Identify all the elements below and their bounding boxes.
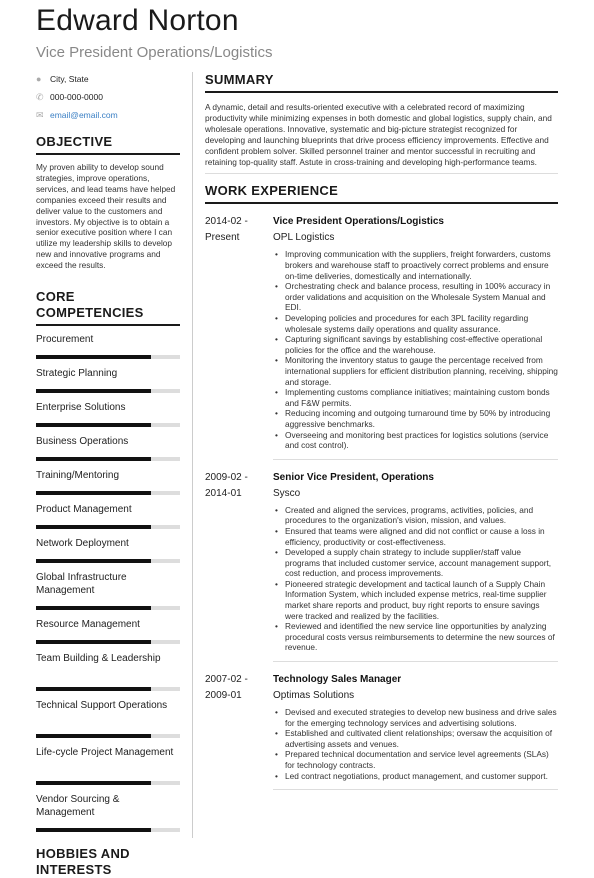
job-details [273, 672, 558, 790]
competency-level-fill [36, 606, 151, 610]
summary-section [205, 72, 558, 174]
competency-level-bar [36, 640, 180, 644]
job-bullet: • Monitoring the inventory status to gauge the percentage received from international suppliers for efficient distribution planning, receiving, shipping and storage. [273, 355, 558, 387]
contact-info [36, 70, 180, 124]
resume-header [36, 4, 273, 62]
job-date-end: 2009-01 [205, 690, 242, 702]
hobbies-heading: HOBBIES AND INTERESTS [36, 846, 130, 878]
competency-label: Product Management [36, 504, 132, 516]
competency-level-fill [36, 734, 151, 738]
job-bullet: • Reducing incoming and outgoing turnaround time by 50% by introducing aggressive benchmarks. [273, 408, 558, 429]
section-divider [205, 173, 558, 174]
job-bullet: • Led contract negotiations, product management, and customer support. [273, 771, 558, 782]
phone-icon: ✆ [36, 91, 44, 102]
contact-phone [36, 88, 180, 106]
competency-level-bar [36, 559, 180, 563]
job-company: Optimas Solutions [273, 690, 355, 702]
competency-label: Life-cycle Project Management [36, 747, 174, 759]
work-heading: WORK EXPERIENCE [205, 183, 339, 199]
competency-level-fill [36, 389, 151, 393]
job-bullet: • Developed a supply chain strategy to include supplier/staff value programs that included customer service, account management support, cost reduction, and process improvements. [273, 547, 558, 579]
competency-label: Resource Management [36, 619, 140, 631]
job-dates [205, 672, 273, 790]
job-date-end: 2014-01 [205, 487, 242, 499]
competency-level-fill [36, 640, 151, 644]
competency-item [36, 435, 180, 469]
competency-level-bar [36, 525, 180, 529]
contact-location [36, 70, 180, 88]
left-column [36, 70, 180, 878]
competency-item [36, 618, 180, 652]
job-details [273, 214, 558, 459]
job-bullet: • Improving communication with the suppliers, freight forwarders, customs brokers and warehouse staff to proactively correct problems and ensure on-time deliveries, domestically and internationally. [273, 249, 558, 281]
competency-level-fill [36, 828, 151, 832]
job-bullet: • Created and aligned the services, programs, activities, policies, and procedures to the organization's vision, mission, and values. [273, 505, 558, 526]
competency-level-fill [36, 423, 151, 427]
right-column [205, 72, 558, 790]
competency-level-fill [36, 781, 151, 785]
candidate-name: Edward Norton [36, 4, 239, 37]
job-title: Senior Vice President, Operations [273, 471, 434, 483]
competency-item [36, 537, 180, 571]
job-dates [205, 470, 273, 662]
competency-item [36, 469, 180, 503]
competency-level-bar [36, 828, 180, 832]
job-date-end: Present [205, 232, 240, 244]
competency-label: Vendor Sourcing & Management [36, 794, 120, 819]
job-entry [205, 214, 558, 459]
competency-label: Technical Support Operations [36, 700, 168, 712]
job-bullet: • Implementing customs compliance initiatives; maintaining custom bonds and F&W permits. [273, 387, 558, 408]
map-pin-icon: ● [36, 73, 42, 84]
competency-level-fill [36, 355, 151, 359]
section-divider [205, 91, 558, 93]
competency-level-bar [36, 457, 180, 461]
job-entry [205, 470, 558, 662]
job-title: Vice President Operations/Logistics [273, 216, 444, 228]
column-divider [192, 72, 193, 838]
job-bullet: • Orchestrating check and balance process, resulting in 100% accuracy in order validations and acquisition on the Wholesale System Manual and EDI. [273, 281, 558, 313]
job-divider [273, 661, 558, 662]
competency-item [36, 367, 180, 401]
job-company: Sysco [273, 487, 301, 499]
job-date-start: 2009-02 - [205, 471, 248, 483]
summary-text: A dynamic, detail and results-oriented executive with a celebrated record of maximizing productivity while minimizing expenses in both domestic and global logistics, supply chain, and wholesale operations. Innovative, systematic and big-picture strategist recognized for developing and launching blueprints that drive process efficiency improvements. Effective and confident problem solver. Skilled personnel trainer and mentor successful in recruiting and retaining top-quality staff. Astute in cross-training and developing high-performance teams. [205, 102, 552, 167]
job-bullet: • Developing policies and procedures for each 3PL facility regarding wholesale systems daily operations and quality assurance. [273, 313, 558, 334]
job-bullet: • Prepared technical documentation and service level agreements (SLAs) for technology contracts. [273, 749, 558, 770]
competency-level-bar [36, 389, 180, 393]
job-bullet: • Established and cultivated client relationships; oversaw the acquisition of advertising assets and venues. [273, 728, 558, 749]
job-divider [273, 459, 558, 460]
competency-item [36, 401, 180, 435]
section-divider [36, 153, 180, 155]
summary-heading: SUMMARY [205, 72, 274, 87]
competency-level-bar [36, 491, 180, 495]
location-text: City, State [50, 73, 89, 84]
job-bullets [273, 707, 558, 781]
competency-label: Strategic Planning [36, 368, 118, 380]
job-bullet: • Capturing significant savings by establishing cost-effective operational policies for the office and the warehouse. [273, 334, 558, 355]
competency-level-fill [36, 687, 151, 691]
job-bullets [273, 505, 558, 653]
job-details [273, 470, 558, 662]
job-divider [273, 789, 558, 790]
hobbies-section [36, 846, 180, 878]
job-date-start: 2007-02 - [205, 674, 248, 686]
competency-label: Team Building & Leadership [36, 653, 161, 665]
job-company: OPL Logistics [273, 232, 335, 244]
work-section [205, 183, 558, 790]
competencies-list [36, 333, 180, 840]
competencies-heading: CORE COMPETENCIES [36, 289, 144, 321]
competency-level-fill [36, 559, 151, 563]
job-entry [205, 672, 558, 790]
competency-item [36, 699, 180, 746]
job-bullet: • Overseeing and monitoring best practices for logistics solutions (service and cost control). [273, 430, 558, 451]
competency-item [36, 333, 180, 367]
section-divider [36, 324, 180, 326]
job-bullet: • Pioneered strategic development and tactical launch of a Supply Chain Information System, which included expense metrics, real-time supplier market share reports and product, buy right reports to ensure savings were tracked and realized by the facilities. [273, 579, 558, 621]
competency-level-fill [36, 457, 151, 461]
section-divider [205, 202, 558, 204]
competency-level-bar [36, 606, 180, 610]
competency-level-fill [36, 491, 151, 495]
job-bullet: • Reviewed and identified the new service line opportunities by analyzing procedural costs versus reimbursements to determine the new sources of revenue. [273, 621, 558, 653]
competency-label: Training/Mentoring [36, 470, 120, 482]
job-date-start: 2014-02 - [205, 216, 248, 228]
jobs-list [205, 214, 558, 790]
job-bullet: • Devised and executed strategies to develop new business and drive sales for the emerging technology services and advertising solutions. [273, 707, 558, 728]
competencies-section [36, 289, 180, 840]
competency-item [36, 503, 180, 537]
objective-section [36, 134, 180, 271]
competency-level-bar [36, 423, 180, 427]
competency-label: Network Deployment [36, 538, 129, 550]
job-dates [205, 214, 273, 459]
phone-text: 000-000-0000 [50, 91, 103, 102]
objective-text: My proven ability to develop sound strategies, improve operations, services, and lead teams have helped companies exceed their results and deliver value to the customers and investors. My objective is to obtain a senior executive position where I can utilize my leadership skills to develop new and innovative programs and exceed the results. [36, 162, 176, 271]
objective-heading: OBJECTIVE [36, 134, 113, 149]
competency-item [36, 793, 180, 840]
competency-level-bar [36, 781, 180, 785]
competency-level-fill [36, 525, 151, 529]
competency-level-bar [36, 687, 180, 691]
competency-label: Enterprise Solutions [36, 402, 126, 414]
competency-item [36, 571, 180, 618]
job-title: Technology Sales Manager [273, 674, 402, 686]
competency-label: Business Operations [36, 436, 129, 448]
competency-level-bar [36, 734, 180, 738]
competency-label: Global Infrastructure Management [36, 572, 127, 597]
candidate-title: Vice President Operations/Logistics [36, 44, 273, 61]
envelope-icon: ✉ [36, 109, 44, 120]
competency-item [36, 652, 180, 699]
job-bullets [273, 249, 558, 450]
competency-label: Procurement [36, 334, 94, 346]
competency-level-bar [36, 355, 180, 359]
email-link[interactable]: email@email.com [50, 109, 118, 120]
job-bullet: • Ensured that teams were aligned and did not conflict or cause a loss in efficiency, productivity or cost-effectiveness. [273, 526, 558, 547]
contact-email[interactable] [36, 106, 180, 124]
competency-item [36, 746, 180, 793]
